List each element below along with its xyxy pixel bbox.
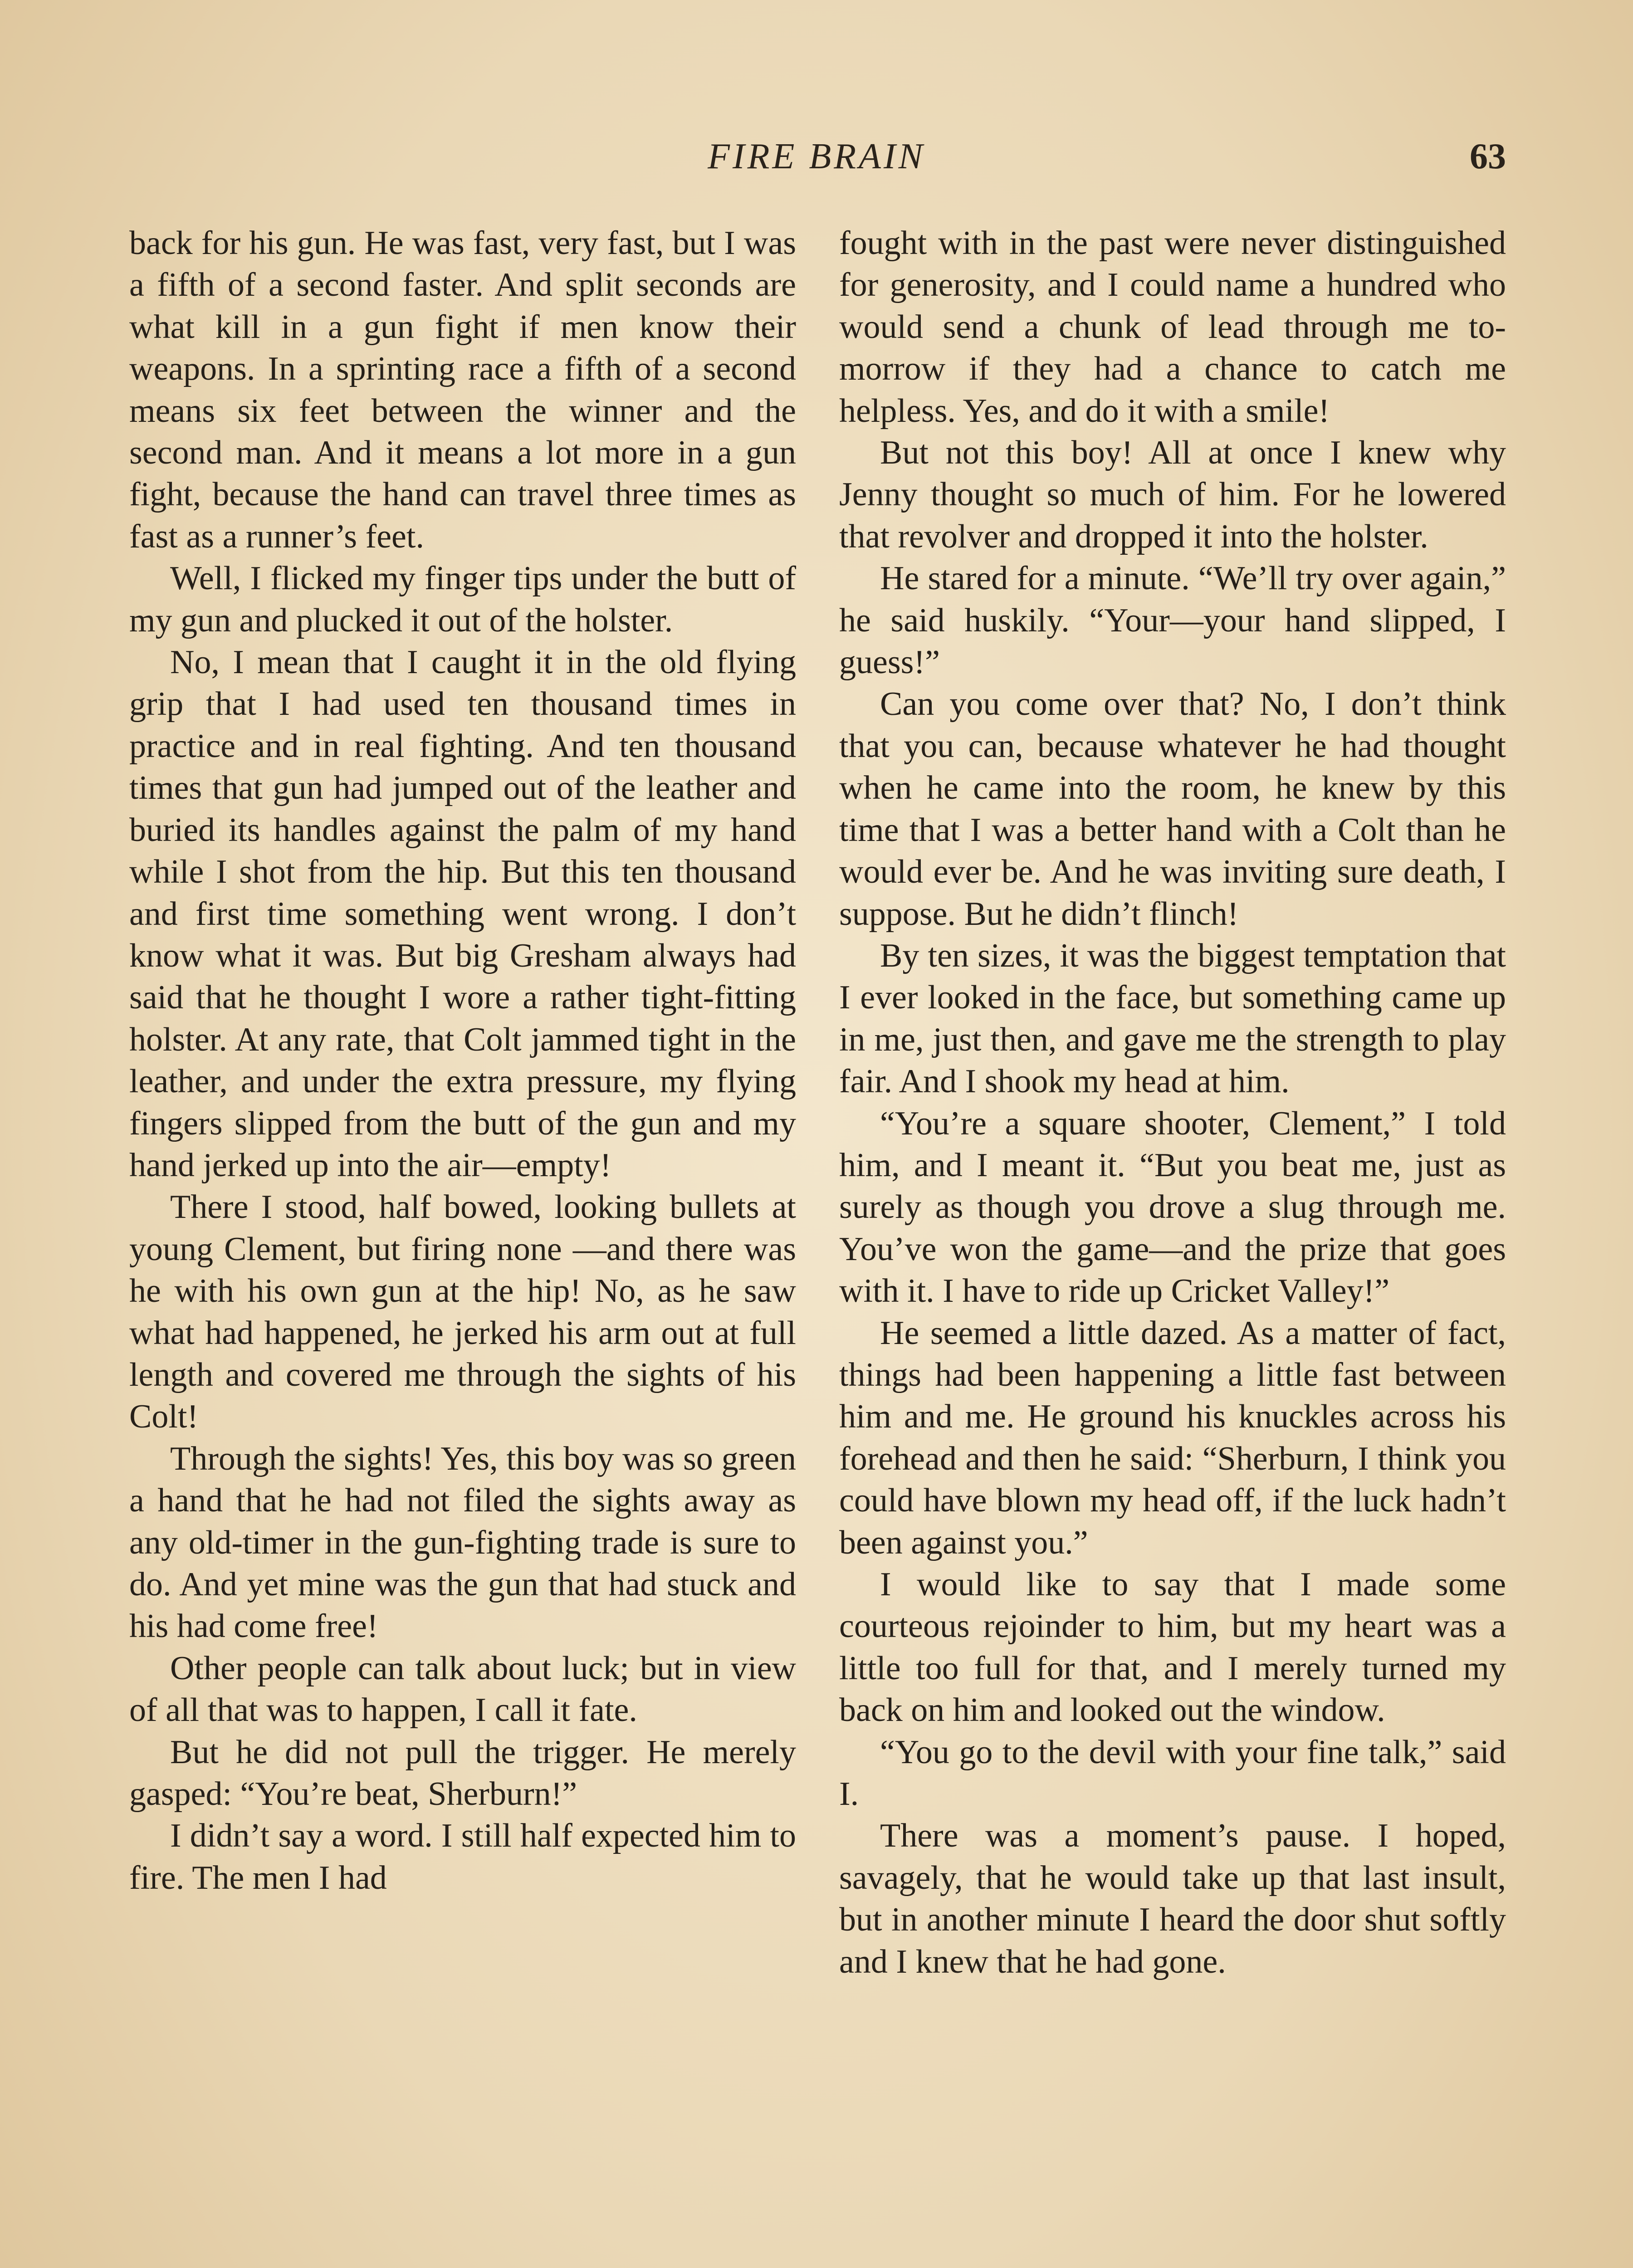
running-head xyxy=(0,136,1633,191)
paragraph: I didn’t say a word. I still half expected him to fire. The men I had xyxy=(129,1817,796,1897)
paragraph: He seemed a little dazed. As a matter of fact, things had been happening a little fast between him and me. He ground his knuckles across his forehead and then he said: “Sherburn, I think you could have blown my head off, if the luck hadn’t been against you.” xyxy=(839,1314,1506,1561)
left-column xyxy=(129,222,796,1899)
paragraph: There was a moment’s pause. I hoped, savagely, that he would take up that last insult, but in another minute I heard the door shut softly and I knew that he had gone. xyxy=(839,1817,1506,1980)
paragraph: But not this boy! All at once I knew why Jenny thought so much of him. For he lowered that revolver and dropped it into the holster. xyxy=(839,434,1506,555)
paragraph: fought with in the past were never distinguished for generosity, and I could name a hundred who would send a chunk of lead through me to-morrow if they had a chance to catch me helpless. Yes, and do it with a smile! xyxy=(839,225,1506,430)
page-number: 63 xyxy=(1470,137,1506,176)
paragraph: He stared for a minute. “We’ll try over again,” he said huskily. “Your—your hand slipped, I guess!” xyxy=(839,560,1506,681)
paragraph: No, I mean that I caught it in the old flying grip that I had used ten thousand times in practice and in real fighting. And ten thousand times that gun had jumped out of the leather and buried its handles against the palm of my hand while I shot from the hip. But this ten thousand and first time something went wrong. I don’t know what it was. But big Gresham always had said that he thought I wore a rather tight-fitting holster. At any rate, that Colt jammed tight in the leather, and under the extra pressure, my flying fingers slipped from the butt of the gun and my hand jerked up into the air—empty! xyxy=(129,644,796,1184)
paragraph: “You go to the devil with your fine talk,” said I. xyxy=(839,1733,1506,1813)
paragraph: By ten sizes, it was the biggest temptation that I ever looked in the face, but something came up in me, just then, and gave me the strength to play fair. And I shook my head at him. xyxy=(839,937,1506,1100)
paragraph: There I stood, half bowed, looking bullets at young Clement, but firing none —and there was he with his own gun at the hip! No, as he saw what had happened, he jerked his arm out at full length and covered me through the sights of his Colt! xyxy=(129,1188,796,1436)
paragraph: “You’re a square shooter, Clement,” I told him, and I meant it. “But you beat me, just as surely as though you drove a slug through me. You’ve won the game—and the prize that goes with it. I have to ride up Cricket Valley!” xyxy=(839,1105,1506,1310)
paragraph: Through the sights! Yes, this boy was so green a hand that he had not filed the sights away as any old-timer in the gun-fighting trade is sure to do. And yet mine was the gun that had stuck and his had come free! xyxy=(129,1440,796,1645)
paragraph: back for his gun. He was fast, very fast, but I was a fifth of a second faster. And split seconds are what kill in a gun fight if men know their weapons. In a sprinting race a fifth of a second means six feet between the winner and the second man. And it means a lot more in a gun fight, because the hand can travel three times as fast as a runner’s feet. xyxy=(129,225,796,555)
paragraph: Well, I flicked my finger tips under the butt of my gun and plucked it out of the holster. xyxy=(129,560,796,639)
paragraph: Other people can talk about luck; but in view of all that was to happen, I call it fate. xyxy=(129,1649,796,1729)
running-title: FIRE BRAIN xyxy=(708,137,925,176)
paragraph: I would like to say that I made some courteous rejoinder to him, but my heart was a little too full for that, and I merely turned my back on him and looked out the window. xyxy=(839,1566,1506,1729)
paragraph: Can you come over that? No, I don’t think that you can, because whatever he had thought when he came into the room, he knew by this time that I was a better hand with a Colt than he would ever be. And he was inviting sure death, I suppose. But he didn’t flinch! xyxy=(839,685,1506,933)
right-column xyxy=(839,222,1506,1983)
paragraph: But he did not pull the trigger. He merely gasped: “You’re beat, Sherburn!” xyxy=(129,1733,796,1813)
